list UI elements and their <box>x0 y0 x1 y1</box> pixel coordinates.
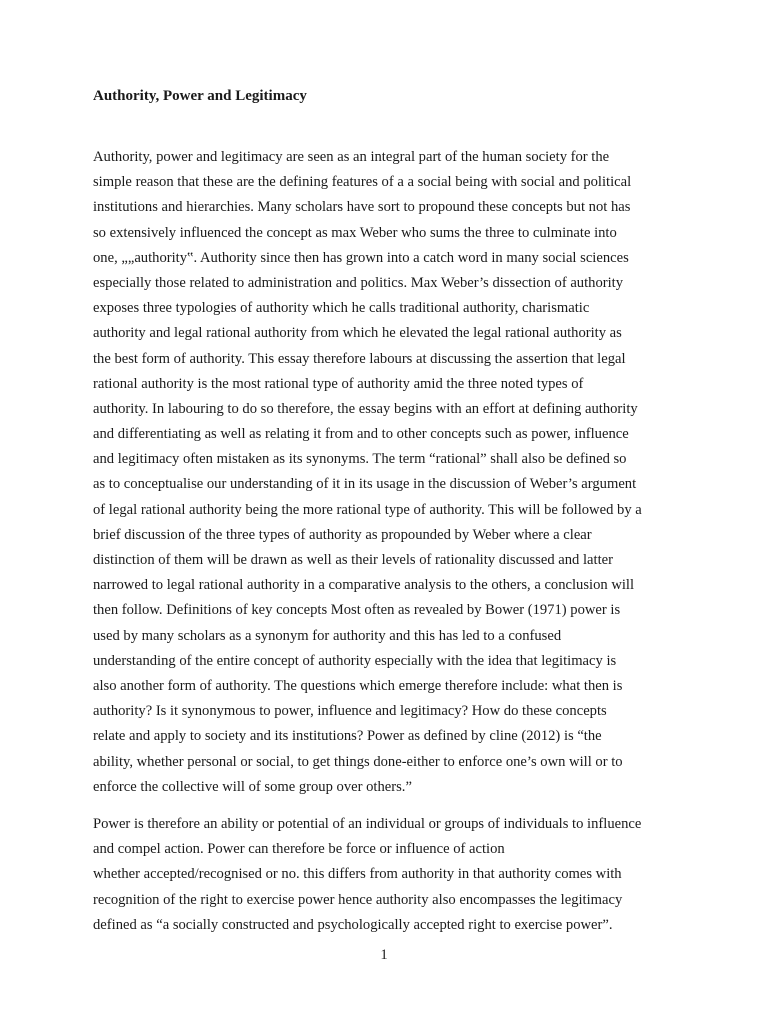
paragraph-line: especially those related to administration and politics. Max Weber’s dissection of authority <box>93 274 624 291</box>
paragraph-line: as to conceptualise our understanding of it in its usage in the discussion of Weber’s argument <box>93 476 637 493</box>
paragraph-line: narrowed to legal rational authority in a comparative analysis to the others, a conclusion will <box>93 577 635 594</box>
document-title: Authority, Power and Legitimacy <box>93 88 307 104</box>
paragraph-line: institutions and hierarchies. Many scholars have sort to propound these concepts but not has <box>93 199 631 216</box>
paragraph-line: used by many scholars as a synonym for authority and this has led to a confused <box>93 627 562 644</box>
page-number: 1 <box>380 947 388 963</box>
paragraph-line: authority? Is it synonymous to power, influence and legitimacy? How do these concepts <box>93 703 607 720</box>
paragraph-line: enforce the collective will of some group over others.” <box>93 778 412 795</box>
paragraph-line: relate and apply to society and its institutions? Power as defined by cline (2012) is “the <box>93 728 602 745</box>
paragraph-line: then follow. Definitions of key concepts Most often as revealed by Bower (1971) power is <box>93 602 621 619</box>
paragraph-line: also another form of authority. The questions which emerge therefore include: what then is <box>93 677 623 694</box>
paragraph-line: so extensively influenced the concept as max Weber who sums the three to culminate into <box>93 224 617 241</box>
paragraph-line: defined as “a socially constructed and psychologically accepted right to exercise power”. <box>93 916 613 933</box>
paragraph-line: of legal rational authority being the more rational type of authority. This will be followed by a <box>93 501 642 518</box>
paragraph-line: one, „„authority‟. Authority since then has grown into a catch word in many social sciences <box>93 249 629 266</box>
body-paragraph <box>93 145 642 800</box>
paragraph-line: authority. In labouring to do so therefore, the essay begins with an effort at defining authority <box>93 400 638 417</box>
paragraph-line: the best form of authority. This essay therefore labours at discussing the assertion that legal <box>93 350 626 367</box>
paragraph-line: Power is therefore an ability or potential of an individual or groups of individuals to influence <box>93 816 642 832</box>
paragraph-line: exposes three typologies of authority which he calls traditional authority, charismatic <box>93 300 590 317</box>
paragraph-line: authority and legal rational authority from which he elevated the legal rational authority as <box>93 325 622 342</box>
paragraph-line: whether accepted/recognised or no. this differs from authority in that authority comes with <box>93 866 622 883</box>
paragraph-line: Authority, power and legitimacy are seen as an integral part of the human society for the <box>93 149 610 165</box>
paragraph-line: brief discussion of the three types of authority as propounded by Weber where a clear <box>93 526 592 543</box>
body-paragraph <box>93 812 641 938</box>
paragraph-line: understanding of the entire concept of authority especially with the idea that legitimacy is <box>93 652 617 669</box>
paragraph-line: recognition of the right to exercise power hence authority also encompasses the legitimacy <box>93 891 623 908</box>
paragraph-line: and compel action. Power can therefore be force or influence of action <box>93 841 505 858</box>
paragraph-line: and legitimacy often mistaken as its synonyms. The term “rational” shall also be defined so <box>93 451 627 468</box>
paragraph-line: distinction of them will be drawn as well as their levels of rationality discussed and latter <box>93 552 613 568</box>
paragraph-line: simple reason that these are the defining features of a a social being with social and political <box>93 174 632 191</box>
paragraph-line: ability, whether personal or social, to get things done-either to enforce one’s own will or to <box>93 753 623 770</box>
paragraph-line: rational authority is the most rational type of authority amid the three noted types of <box>93 375 584 392</box>
paragraph-line: and differentiating as well as relating it from and to other concepts such as power, influence <box>93 426 629 443</box>
